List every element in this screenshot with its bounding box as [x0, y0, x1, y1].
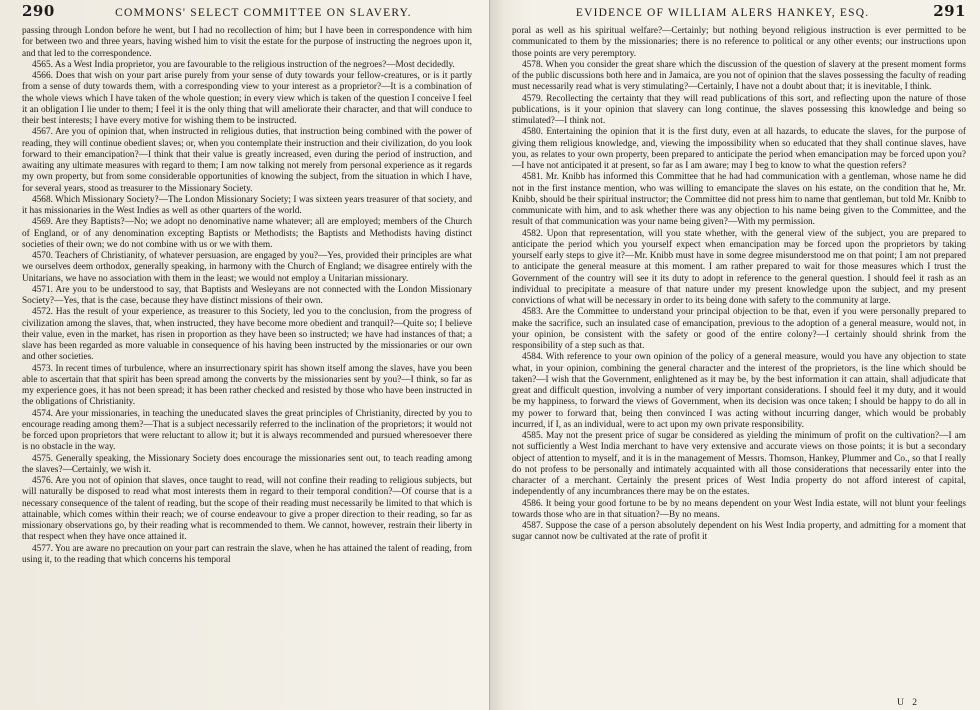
paragraph: 4585. May not the present price of sugar be considered as yielding the minimum of profit on the cultivation?—I am not sufficiently a West India merchant to have very extensive and accurate views on those points; it is but a secondary object of attention to myself, and it is in the management of Messrs. Thomson, Hankey, Plummer and Co., so that I really do not profess to be personally and intimately acquainted with all those considerations that necessarily enter into the character of a merchant. Certainly the present prices of West India property do not afford interest of capital, independently of any incumbrances there may be on the estates.: [512, 431, 966, 498]
paragraph: 4581. Mr. Knibb has informed this Committee that he had had communication with a gentleman, whose name he did not in the first instance mention, who was willing to emancipate the slaves on his estate, on the condition that he, Mr. Knibb, should be their spiritual instructor; the Committee did not press him to name that gentleman, but told Mr. Knibb to communicate with him, and to ask whether there was any objection to his name being given to the Committee, and the result of that communication was your name being given?—With my permission.: [512, 172, 966, 228]
right-page-header: [512, 2, 966, 24]
paragraph: 4575. Generally speaking, the Missionary Society does encourage the missionaries sent out, to teach reading among the slaves?—Certainly, we wish it.: [22, 453, 472, 475]
right-running-head: EVIDENCE OF WILLIAM ALERS HANKEY, ESQ.: [575, 7, 870, 19]
paragraph: 4578. When you consider the great share which the discussion of the question of slavery at the present moment forms of the public discussions both here and in Jamaica, are you not of opinion that the slaves possessing the faculty of reading must necessarily read what is very stimulating?—Certainly, I have not a doubt about that; it is inevitable, I think.: [512, 59, 966, 93]
paragraph: 4571. Are you to be understood to say, that Baptists and Wesleyans are not connected with the London Missionary Society?—Yes, that is the case, because they have distinct missions of their own.: [22, 284, 472, 306]
left-page-header: [22, 2, 472, 24]
paragraph: 4583. Are the Committee to understand your principal objection to be that, even if you were personally prepared to make the sacrifice, such an insulated case of emancipation, previous to the adoption of a general measure, would not, in your opinion, be consistent with the safety or good of the entire colony?—I certainly should shrink from the responsibility of a step such as that.: [512, 307, 966, 351]
left-page-number: 290: [22, 2, 55, 20]
paragraph: 4580. Entertaining the opinion that it is the first duty, even at all hazards, to educate the slaves, for the purpose of giving them religious knowledge, and, viewing the impossibility when so educated that they shall continue slaves, have you, as relates to your own property, been prepared to anticipate the period when emancipation may be forced upon you?—I have not anticipated it at present, so far as I am aware; may I beg to know to what the question refers?: [512, 127, 966, 171]
paragraph: poral as well as his spiritual welfare?—Certainly; but nothing beyond religious instruction is ever permitted to be communicated to them by the missionaries; there is no reference to political or any other events; our instructions upon those points are very peremptory.: [512, 26, 966, 59]
paragraph: 4567. Are you of opinion that, when instructed in religious duties, that instruction being combined with the power of reading, they will continue obedient slaves; or, when you contemplate their instruction and their civilization, do you look forward to their emancipation?—I think that their value is greatly increased, even during the period of instruction, and awaiting any ultimate measures with regard to them; I am now talking not merely from personal experience as it regards my own property, but from some considerable opportunities of knowing the subject, from the situation in which I have, for several years, stood as treasurer to the Missionary Society.: [22, 127, 472, 194]
right-page-number: 291: [933, 2, 966, 20]
paragraph: 4576. Are you not of opinion that slaves, once taught to read, will not confine their reading to religious subjects, but will naturally be disposed to read what most interests them in regard to their temporal condition?—Of course that is a necessary consequence of the talent of reading, but the scope of their reading must necessarily be limited to that which is attainable, which comes within their reach; we of course endeavour to give a proper direction to their reading, so far as missionary observations go, by their reading what is recommended to them. We cannot, however, restrain their liberty in that respect when they have once attained it.: [22, 476, 472, 543]
paragraph: passing through London before he went, but I had no recollection of him; but I have been in correspondence with him for between two and three years, having wished him to visit the estate for the purpose of instructing the negroes upon it, and that led to the correspondence.: [22, 26, 472, 59]
paragraph: 4568. Which Missionary Society?—The London Missionary Society; I was sixteen years treasurer of that society, and it has missionaries in the West Indies as well as other quarters of the world.: [22, 194, 472, 216]
paragraph: 4570. Teachers of Christianity, of whatever persuasion, are engaged by you?—Yes, provided their principles are what we ourselves deem orthodox, generally speaking, in harmony with the Church of England; we disagree entirely with the Unitarians, we have no association with them in the least; we would not employ a Unitarian missionary.: [22, 251, 472, 284]
paragraph: 4566. Does that wish on your part arise purely from your sense of duty towards your fellow-creatures, or is it partly from a sense of duty towards them, with a corresponding view to your interest as a proprietor?—It is a combination of the whole views which I have taken of the whole question; in every view which is taken of the question I conceive I feel it an obligation I lie under to them; I feel it is the only thing that will ameliorate their character, and that will conduce to their best interests; I have every motive for wishing them to be instructed.: [22, 71, 472, 126]
paragraph: 4577. You are aware no precaution on your part can restrain the slave, when he has attained the talent of reading, from using it, to the reading that which concerns his temporal: [22, 543, 472, 565]
paragraph: 4572. Has the result of your experience, as treasurer to this Society, led you to the conclusion, from the progress of civilization among the slaves, that, when instructed, they have become more obedient and tranquil?—Quite so; I believe their value, even in the market, has risen in proportion as they have been so instructed; we have had instances of that; a slave has been regarded as more valuable in consequence of his having been instructed by the missionaries or our own and other societies.: [22, 307, 472, 363]
signature-mark: U 2: [897, 698, 920, 708]
right-page-body: [512, 26, 966, 544]
left-page-body: [22, 26, 472, 566]
paragraph: 4582. Upon that representation, will you state whether, with the general view of the subject, you are prepared to anticipate the period which you yourself expect when emancipation may be forced upon the proprietors by taking yourself early steps to give it?—Mr. Knibb must have in some degree misunderstood me on that point; I am not prepared to anticipate the general measure at this moment. I am rather prepared to wait for those measures which I trust the Government of the country will see it its duty to adopt in reference to the general question. I should feel it rash as an individual to precipitate a measure of that nature under my present knowledge upon the subject, and my present convictions of what will be necessary in order to its being done with safety to the community at large.: [512, 228, 966, 306]
paragraph: 4584. With reference to your own opinion of the policy of a general measure, would you have any objection to state what, in your opinion, combining the general character and the interest of the proprietors, is the line which should be taken?—I wish that the Government, enlightened as it may be, by the best information it can attain, shall adjudicate that great and difficult question, involving a number of very important considerations. I should feel it my duty, and it would be my happiness, to forward the views of Government, when its decision was once taken; I should be happy to do all in my power to forward that, being then convinced I was acting without incurring danger, which would be probably incurred, if I, as an individual, were to act upon my own private responsibility.: [512, 352, 966, 430]
paragraph: 4587. Suppose the case of a person absolutely dependent on his West India property, and admitting for a moment that sugar cannot now be cultivated at the rate of profit it: [512, 521, 966, 543]
paragraph: 4565. As a West India proprietor, you are favourable to the religious instruction of the negroes?—Most decidedly.: [32, 59, 455, 70]
paragraph: 4569. Are they Baptists?—No; we adopt no denominative name whatever; all are employed; members of the Church of England, or of any denomination excepting Baptists or Methodists; the Baptists and Methodists having distinct societies of their own; we do not combine with us or we with them.: [22, 217, 472, 250]
paragraph: 4579. Recollecting the certainty that they will read publications of this sort, and reflecting upon the nature of those publications, is it your opinion that slavery can long continue, the slaves possessing this knowledge and being so stimulated?—I think not.: [512, 93, 966, 126]
paragraph: 4573. In recent times of turbulence, where an insurrectionary spirit has shown itself among the slaves, have you been able to ascertain that that spirit has been spread among the converts by the missionaries sent by you?—I think, so far as my experience goes, it has not been spread; it has been rather checked and resisted by those who have been instructed in the obligations of Christianity.: [22, 363, 472, 408]
paragraph: 4586. It being your good fortune to be by no means dependent on your West India estate, will not blunt your feelings towards those who are in that situation?—By no means.: [512, 498, 966, 520]
right-page: [490, 0, 980, 710]
left-running-head: COMMONS' SELECT COMMITTEE ON SLAVERY.: [115, 7, 412, 19]
paragraph: 4574. Are your missionaries, in teaching the uneducated slaves the great principles of Christianity, directed by you to encourage reading among them?—That is a subject necessarily referred to the inclination of the proprietors; it would not be forced upon proprietors that were reluctant to allow it; but it is always recommended and pursued wheresoever there is no obstacle in the way.: [22, 408, 472, 453]
